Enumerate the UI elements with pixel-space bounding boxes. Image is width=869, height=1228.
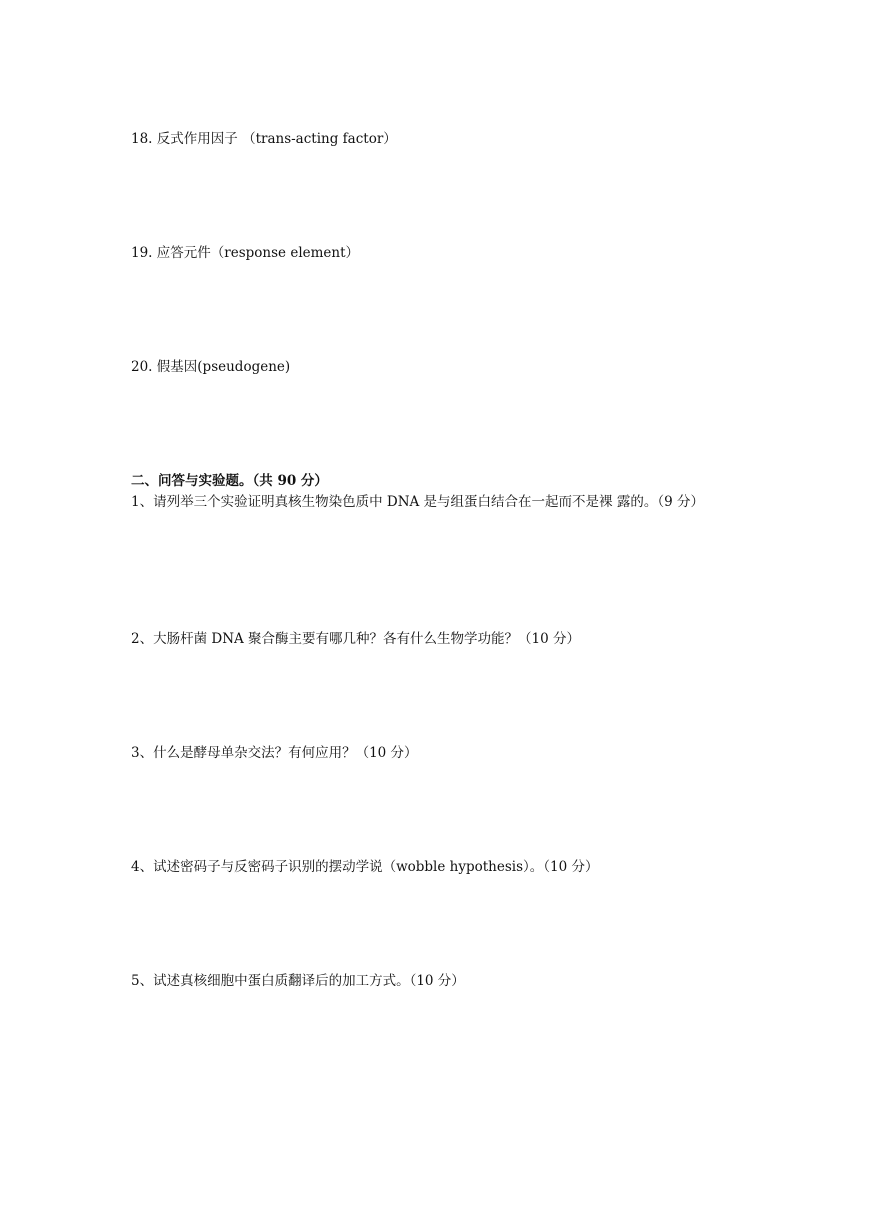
term-20 xyxy=(131,357,290,377)
question-4: 4、试述密码子与反密码子识别的摆动学说（wobble hypothesis）。（10 分） xyxy=(131,859,599,875)
question-3: 3、什么是酵母单杂交法？有何应用？（10 分） xyxy=(131,745,418,761)
term-text: 应答元件（response element） xyxy=(156,245,360,261)
question-2: 2、大肠杆菌 DNA 聚合酶主要有哪几种？各有什么生物学功能？（10 分） xyxy=(131,631,581,647)
term-19 xyxy=(131,243,359,263)
term-number: 19. xyxy=(131,245,153,261)
section-heading: 二、问答与实验题。（共 90 分） xyxy=(131,473,328,489)
term-number: 18. xyxy=(131,131,153,147)
term-text: 反式作用因子 （trans-acting factor） xyxy=(156,131,397,147)
term-text: 假基因(pseudogene) xyxy=(156,359,291,375)
term-number: 20. xyxy=(131,359,153,375)
question-5: 5、试述真核细胞中蛋白质翻译后的加工方式。（10 分） xyxy=(131,973,465,989)
question-1: 1、请列举三个实验证明真核生物染色质中 DNA 是与组蛋白结合在一起而不是裸 露的。（9 分） xyxy=(131,494,704,510)
term-18 xyxy=(131,129,397,149)
